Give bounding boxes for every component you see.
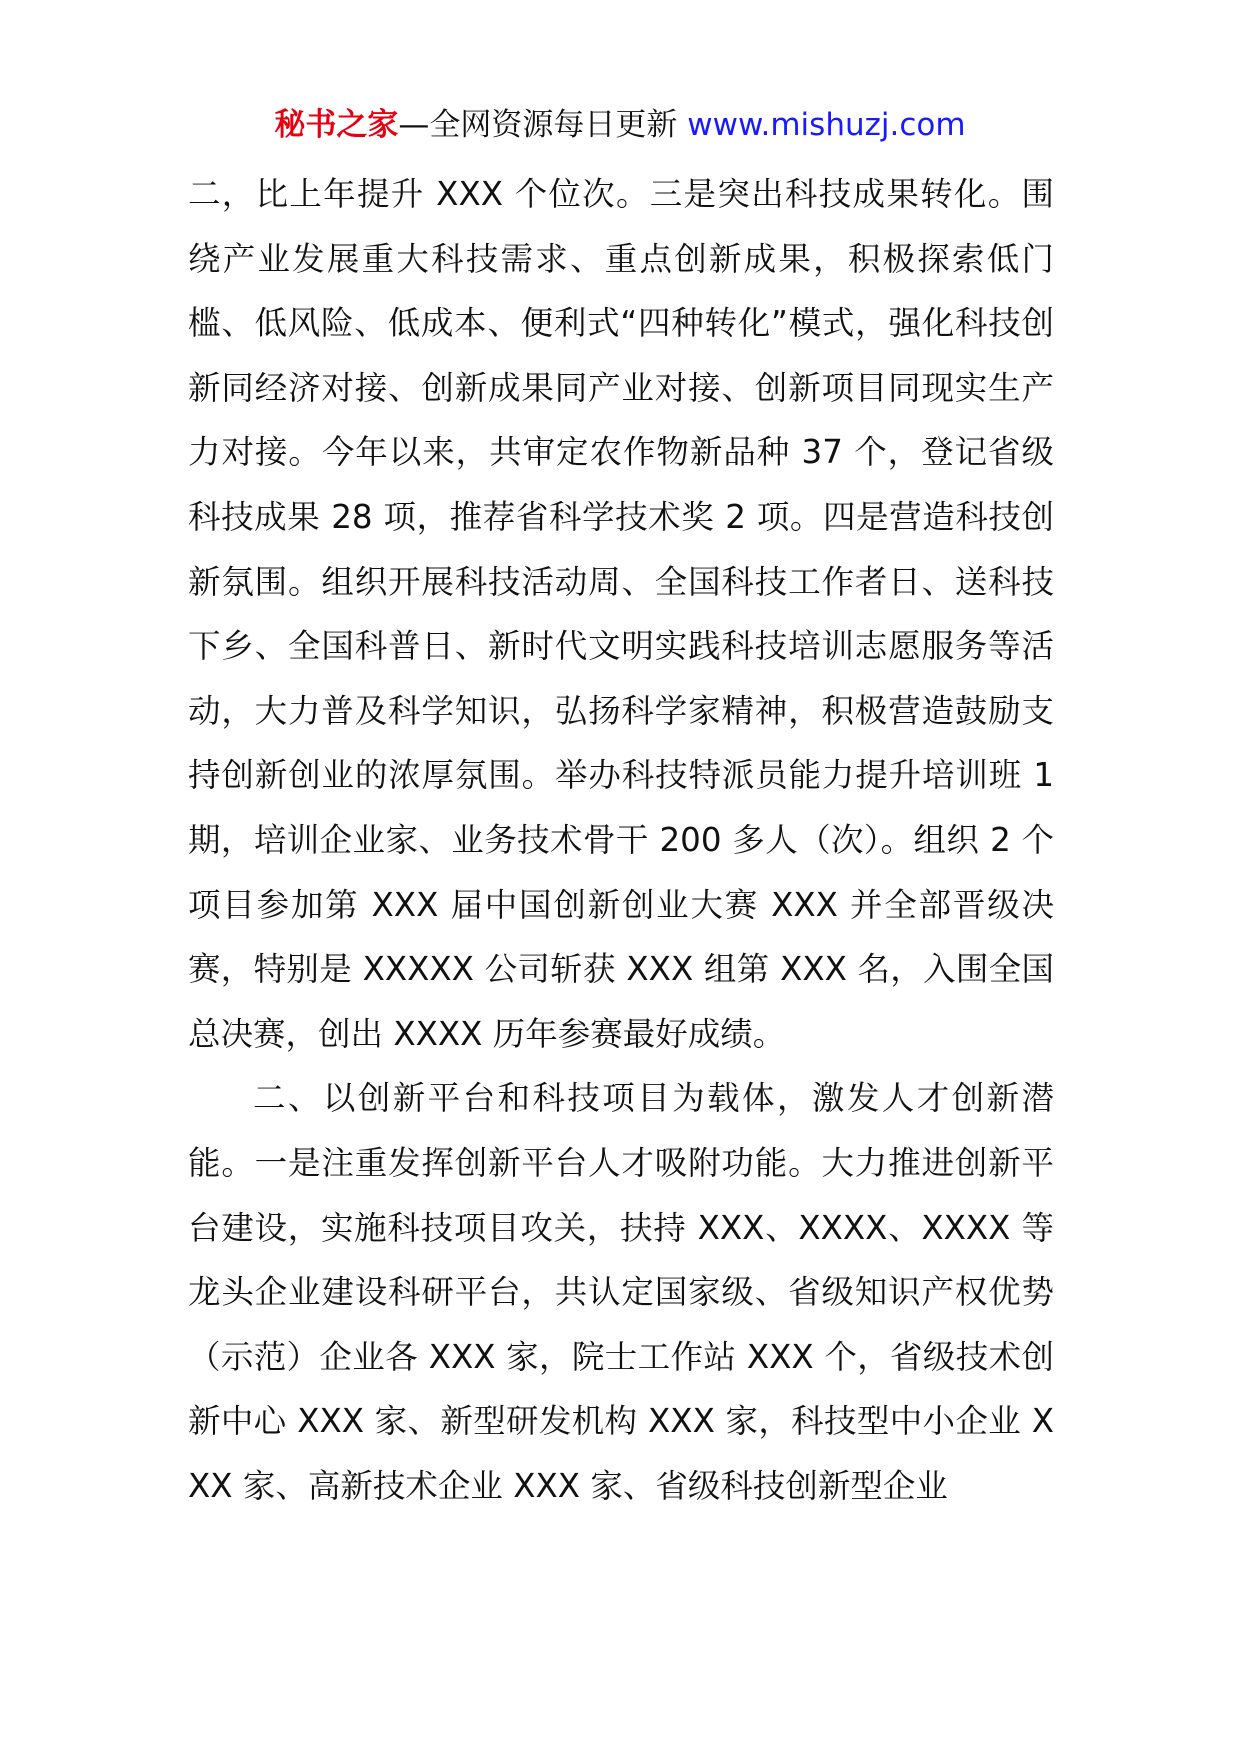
site-tagline: —全网资源每日更新 — [398, 107, 688, 143]
site-brand: 秘书之家 — [274, 107, 399, 143]
body-paragraph: 二、以创新平台和科技项目为载体，激发人才创新潜能。一是注重发挥创新平台人才吸附功能。大力推进创新平台建设，实施科技项目攻关，扶持 XXX、XXXX、XXXX 等龙头企业建设科研平台，共认定国家级、省级知识产权优势（示范）企业各 XXX 家，院士工作站 XXX 个，省级技术创新中心 XXX 家、新型研发机构 XXX 家，科技型中小企业 XXX 家、高新技术企业 XXX 家、省级科技创新型企业 — [188, 1079, 1054, 1505]
body-paragraph: 二，比上年提升 XXX 个位次。三是突出科技成果转化。围绕产业发展重大科技需求、重点创新成果，积极探索低门槛、低风险、低成本、便利式“四种转化”模式，强化科技创新同经济对接、创新成果同产业对接、创新项目同现实生产力对接。今年以来，共审定农作物新品种 37 个，登记省级科技成果 28 项，推荐省科学技术奖 2 项。四是营造科技创新氛围。组织开展科技活动周、全国科技工作者日、送科技下乡、全国科普日、新时代文明实践科技培训志愿服务等活动，大力普及科学知识，弘扬科学家精神，积极营造鼓励支持创新创业的浓厚氛围。举办科技特派员能力提升培训班 1 期，培训企业家、业务技术骨干 200 多人（次）。组织 2 个项目参加第 XXX 届中国创新创业大赛 XXX 并全部晋级决赛，特别是 XXXXX 公司斩获 XXX 组第 XXX 名，入围全国总决赛，创出 XXXX 历年参赛最好成绩。 — [188, 175, 1054, 1053]
site-header — [0, 100, 1240, 150]
site-url-link[interactable]: www.mishuzj.com — [687, 107, 966, 143]
document-body — [188, 162, 1054, 1518]
